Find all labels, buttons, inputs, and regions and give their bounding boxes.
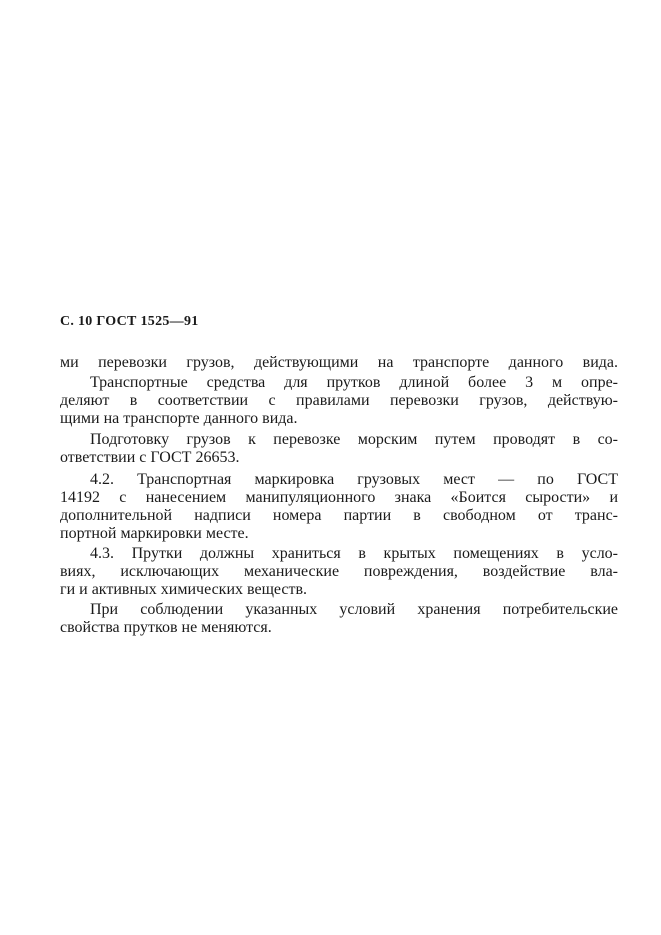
text-line: дополнительной надписи номера партии в свободном от транс- bbox=[60, 507, 618, 524]
text-line: 14192 с нанесением манипуляционного знака «Боится сырости» и bbox=[60, 489, 618, 506]
text-line: Подготовку грузов к перевозке морским путем проводят в со- bbox=[90, 431, 618, 448]
text-line: ги и активных химических веществ. bbox=[60, 581, 308, 598]
text-line: виях, исключающих механические повреждения, воздействие вла- bbox=[60, 563, 618, 580]
text-line: ответствии с ГОСТ 26653. bbox=[60, 449, 240, 466]
text-line: деляют в соответствии с правилами перевозки грузов, действую- bbox=[60, 392, 618, 409]
text-line: При соблюдении указанных условий хранения потребительские bbox=[90, 601, 618, 618]
page-header: С. 10 ГОСТ 1525—91 bbox=[60, 314, 199, 329]
text-line: 4.2. Транспортная маркировка грузовых мест — по ГОСТ bbox=[90, 471, 618, 488]
text-line: 4.3. Прутки должны храниться в крытых помещениях в усло- bbox=[90, 545, 618, 562]
text-line: щими на транспорте данного вида. bbox=[60, 410, 298, 427]
text-line: ми перевозки грузов, действующими на транспорте данного вида. bbox=[60, 354, 618, 371]
text-line: Транспортные средства для прутков длиной более 3 м опре- bbox=[90, 374, 618, 391]
text-line: свойства прутков не меняются. bbox=[60, 619, 272, 636]
text-line: портной маркировки месте. bbox=[60, 525, 249, 542]
